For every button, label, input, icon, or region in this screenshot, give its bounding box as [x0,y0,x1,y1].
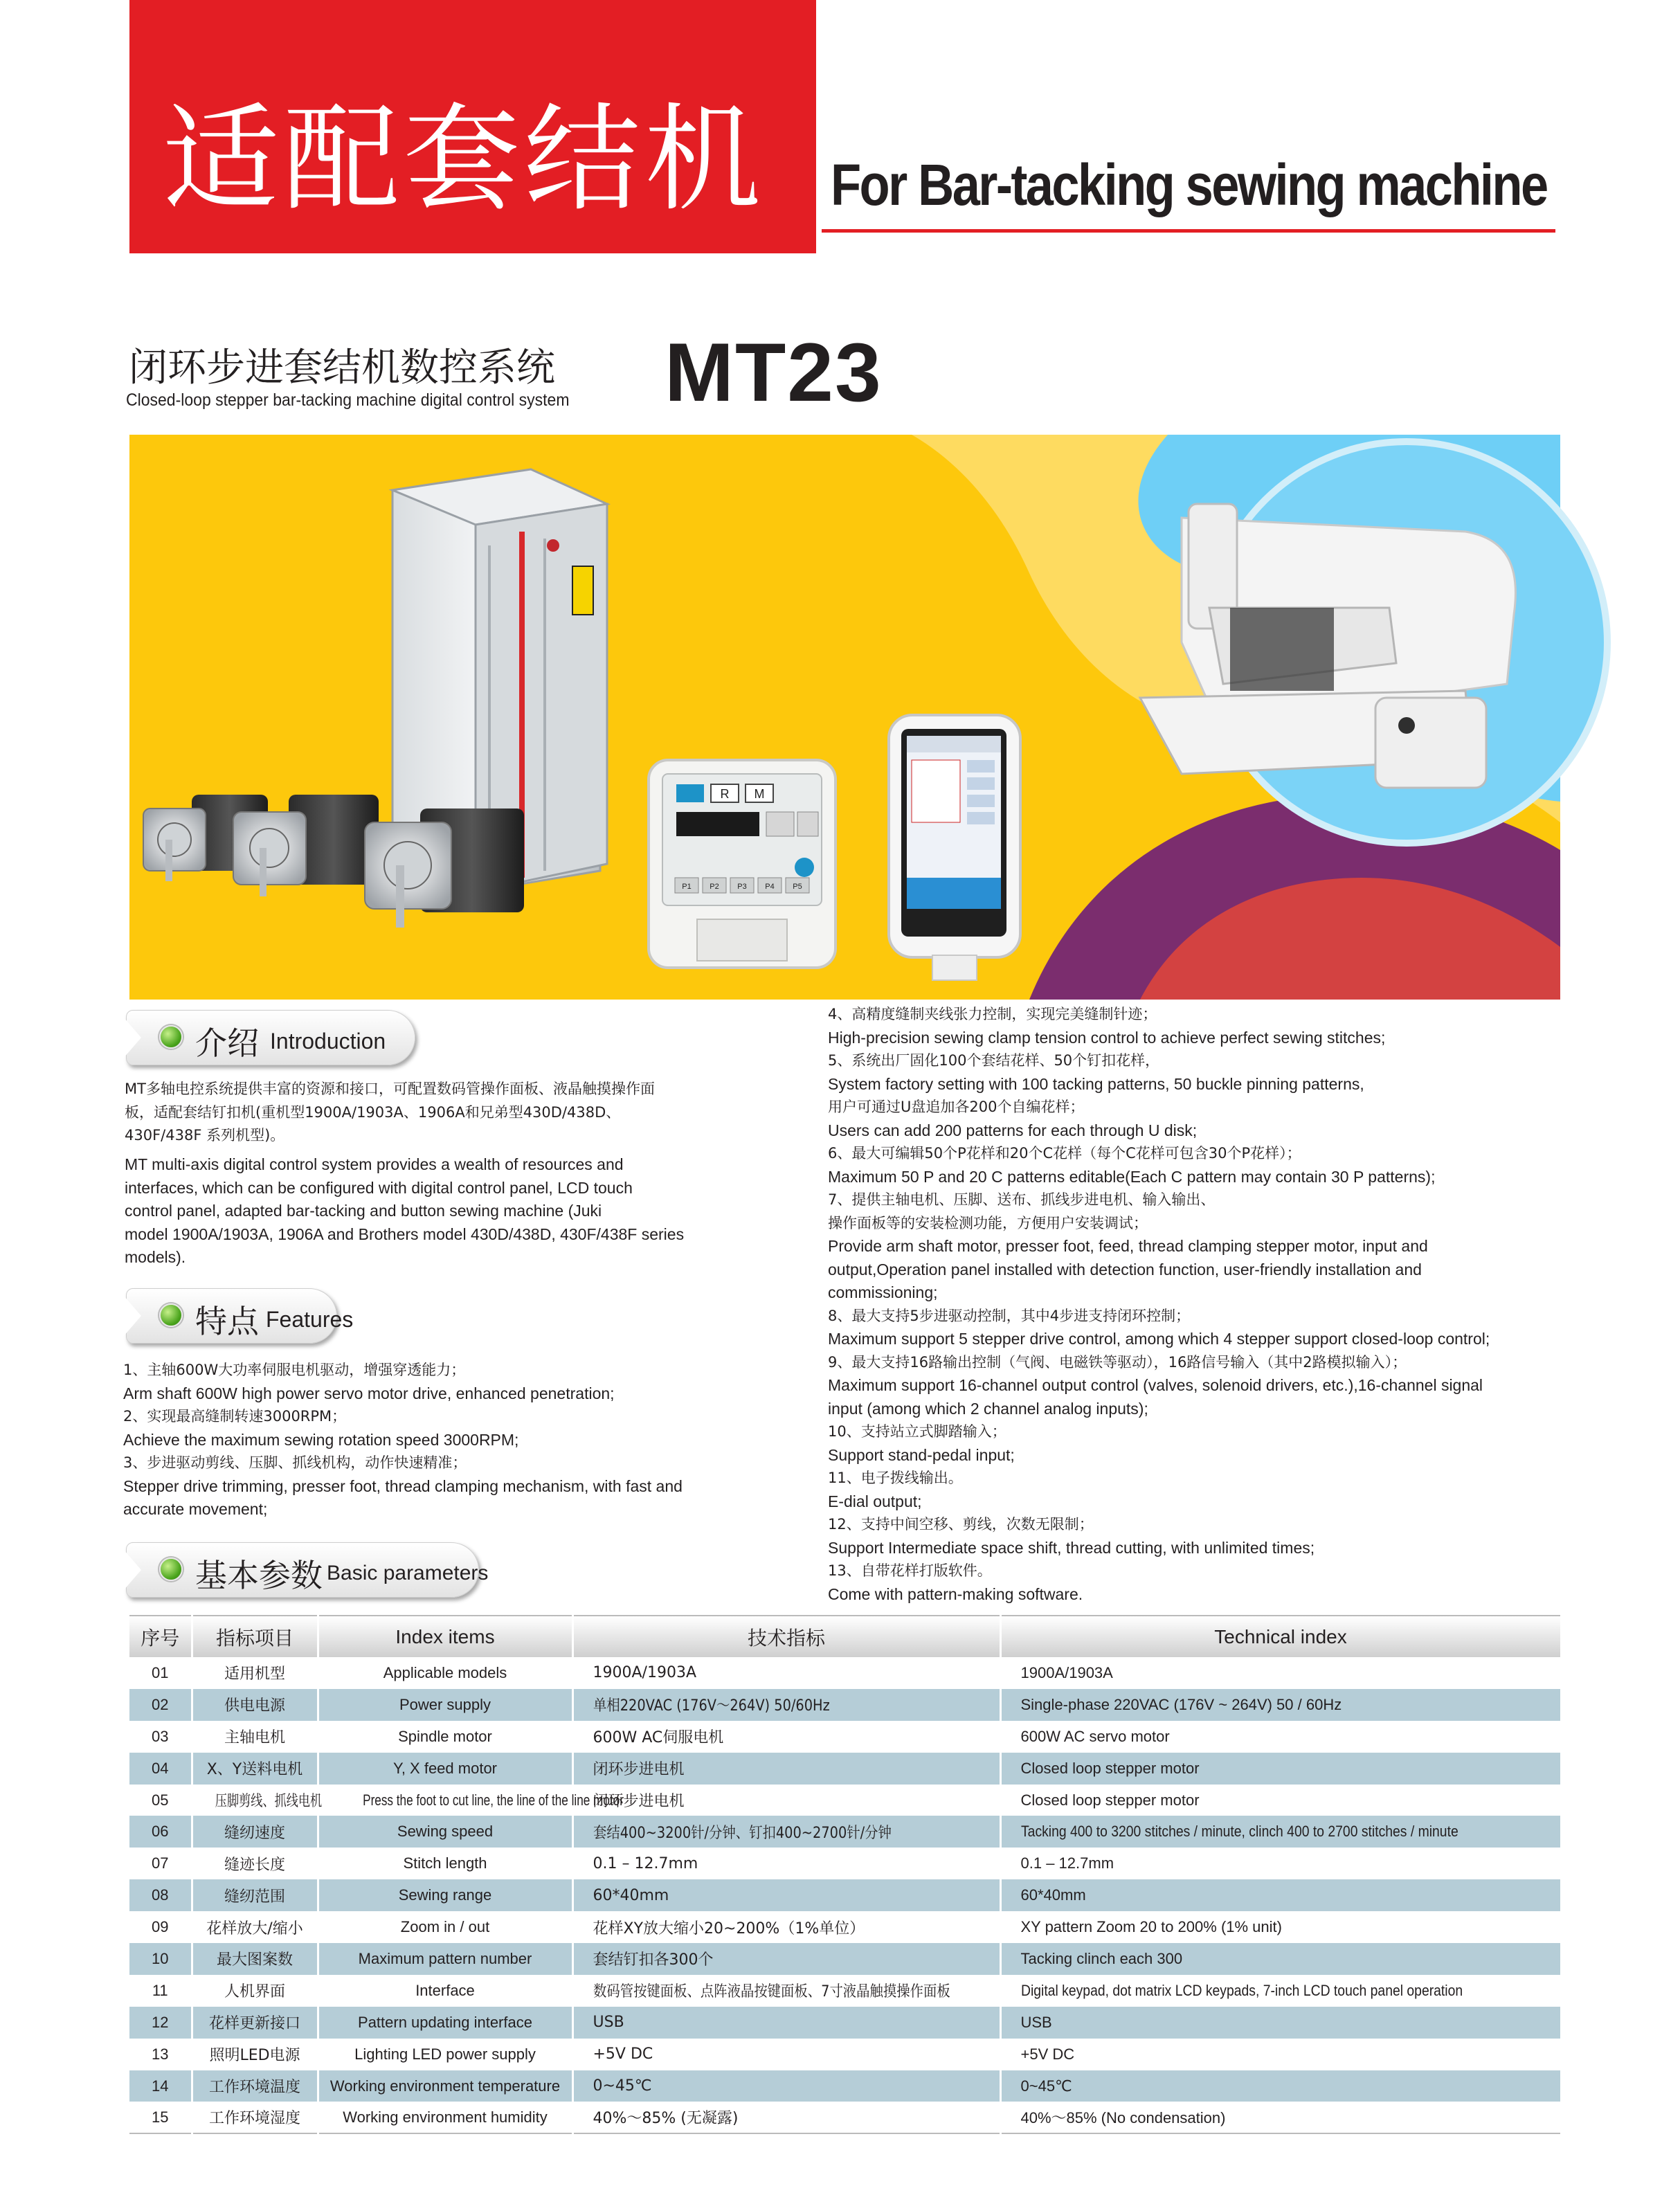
cell-text: 套结400~3200针/分钟、钉扣400~2700针/分钟 [593,1824,892,1842]
cell-text: 供电电源 [224,1697,285,1715]
intro-line: MT多轴电控系统提供丰富的资源和接口，可配置数码管操作面板、液晶触摸操作面 [125,1081,655,1097]
cell-text: Power supply [399,1695,491,1713]
panel-key-p3: P3 [737,883,747,891]
cell-spec-en [1000,2039,1561,2070]
cell-text: Maximum pattern number [358,1949,532,1967]
feature-line: Stepper drive trimming, presser foot, thread clamping mechanism, with fast and [123,1476,683,1495]
col-header-item-en: Index items [318,1616,572,1657]
cell-spec-en [1000,1721,1561,1753]
cell-item-cn [192,1753,318,1785]
cell-item-en [318,1816,572,1848]
cell-row-number [129,1879,192,1911]
lcd-touch-panel-illustration [889,715,1020,980]
cell-spec-cn [572,1975,1000,2007]
green-bullet-icon [159,1557,183,1581]
col-header-spec-en: Technical index [1000,1616,1561,1657]
cell-item-cn [192,2039,318,2070]
cell-text: 套结钉扣各300个 [593,1951,714,1969]
cell-row-number [129,2007,192,2039]
table-row [129,1785,1561,1816]
table-row [129,1879,1561,1911]
panel-key-p1: P1 [682,883,692,891]
title-underline [822,229,1555,233]
cell-item-cn [192,1943,318,1975]
cell-text: 工作环境湿度 [208,2110,300,2128]
cell-text: 0~45℃ [593,2077,652,2095]
feature-line: Provide arm shaft motor, presser foot, feed, thread clamping stepper motor, input and [828,1237,1428,1255]
page-title-en: For Bar-tacking sewing machine [831,152,1547,217]
cell-spec-en [1000,1785,1561,1816]
cell-text: 花样放大/缩小 [206,1920,303,1937]
intro-heading-en: Introduction [270,1029,386,1054]
model-number: MT23 [665,326,883,419]
cell-text: Interface [415,1981,475,1999]
cell-text: 05 [152,1791,169,1809]
cell-text: 600W AC servo motor [1020,1727,1170,1745]
cell-spec-cn [572,2070,1000,2102]
cell-spec-cn [572,1753,1000,1785]
cell-text: 14 [152,2077,169,2095]
product-banner [129,435,1560,1000]
cell-text: 花样更新接口 [208,2015,300,2033]
cell-row-number [129,2102,192,2133]
features-list-left [123,1358,788,1521]
cell-text: Closed loop stepper motor [1020,1791,1200,1809]
cell-spec-cn [572,1816,1000,1848]
cell-item-en [318,1753,572,1785]
cell-text: +5V DC [593,2045,653,2063]
cell-text: 10 [152,1949,169,1967]
cell-item-en [318,1785,624,1816]
feature-line: High-precision sewing clamp tension control to achieve perfect sewing stitches; [828,1028,1386,1047]
cell-text: 40%～85% (无凝露) [593,2110,739,2128]
feature-line: 11、电子拨线输出。 [828,1470,963,1486]
panel-key-p4: P4 [765,883,775,891]
features-header-notch [123,1295,141,1337]
intro-header-notch [123,1017,141,1058]
feature-line: commissioning; [828,1283,938,1301]
cell-text: 闭环步进电机 [593,1761,685,1779]
cell-text: 03 [152,1727,169,1745]
parameters-table [129,1615,1562,2134]
product-illustration [129,435,1560,1000]
cell-spec-cn [572,2007,1000,2039]
cell-spec-en [1000,1879,1561,1911]
cell-item-cn [192,1879,318,1911]
cell-text: 适用机型 [224,1665,285,1683]
cell-row-number [129,1721,192,1753]
table-row [129,2102,1561,2133]
feature-line: 4、高精度缝制夹线张力控制，实现完美缝制针迹； [828,1006,1157,1022]
cell-text: 照明LED电源 [209,2047,300,2065]
intro-line: MT multi-axis digital control system provides a wealth of resources and [125,1155,624,1173]
table-row [129,1753,1561,1785]
cell-item-en [318,1911,572,1943]
cell-spec-en [1000,2102,1561,2133]
panel-key-r: R [720,787,730,801]
cell-spec-en [1000,1975,1561,2007]
cell-text: 缝迹长度 [224,1856,285,1874]
cell-text: 02 [152,1695,169,1713]
cell-spec-cn [572,2102,1000,2133]
cell-spec-en [1000,1816,1561,1848]
cell-text: Digital keypad, dot matrix LCD keypads, 7-inch LCD touch panel operation [1020,1981,1463,1999]
cell-text: 0.1 – 12.7mm [1020,1854,1114,1872]
cell-text: Sewing speed [397,1823,494,1841]
cell-row-number [129,2070,192,2102]
intro-line: 430F/438F 系列机型)。 [125,1127,285,1144]
cell-item-en [318,1721,572,1753]
cell-text: 0~45℃ [1020,2077,1072,2095]
feature-line: 3、步进驱动剪线、压脚、抓线机构，动作快速精准； [123,1454,467,1471]
cell-text: 缝纫速度 [224,1824,285,1842]
cell-item-cn [192,2102,318,2133]
panel-key-m: M [754,787,765,801]
sewing-machine-illustration [1140,504,1515,788]
feature-line: 10、支持站立式脚踏输入； [828,1423,1006,1440]
feature-line: Maximum support 16-channel output control (valves, solenoid drivers, etc.),16-channel signal [828,1376,1483,1394]
cell-spec-en [1000,1657,1561,1689]
cell-text: Tacking clinch each 300 [1020,1949,1183,1967]
feature-line: Come with pattern-making software. [828,1584,1083,1603]
feature-line: accurate movement; [123,1500,268,1518]
intro-heading-cn: 介绍 [195,1024,259,1062]
feature-line: 8、最大支持5步进驱动控制，其中4步进支持闭环控制； [828,1307,1191,1324]
cell-text: 1900A/1903A [593,1664,696,1682]
page-title-cn: 适配套结机 [163,91,765,227]
cell-text: USB [593,2014,624,2032]
features-section-header [126,1288,417,1344]
cell-text: +5V DC [1020,2045,1075,2063]
cell-spec-cn [572,1943,1000,1975]
cell-item-en [318,1975,572,2007]
cell-text: 缝纫范围 [224,1888,285,1906]
cell-item-cn [192,1975,318,2007]
cell-text: Applicable models [383,1663,507,1681]
params-heading-cn: 基本参数 [195,1557,323,1594]
cell-item-cn [192,1816,318,1848]
cell-spec-en [1000,1943,1561,1975]
feature-line: input (among which 2 channel analog inputs); [828,1399,1148,1418]
cell-text: 12 [152,2013,169,2031]
subtitle-cn: 闭环步进套结机数控系统 [129,345,555,390]
cell-text: 04 [152,1759,169,1777]
cell-text: XY pattern Zoom 20 to 200% (1% unit) [1020,1918,1282,1936]
features-heading-cn: 特点 [195,1303,259,1340]
cell-item-en [318,1689,572,1721]
cell-spec-cn [572,2039,1000,2070]
cell-item-en [318,2039,572,2070]
cell-text: Single-phase 220VAC (176V ~ 264V) 50 / 60Hz [1020,1695,1342,1713]
feature-line: Maximum support 5 stepper drive control, among which 4 stepper support closed-loop control; [828,1330,1490,1348]
params-heading-en: Basic parameters [327,1562,489,1584]
table-row [129,1689,1561,1721]
cell-text: 工作环境温度 [208,2079,300,2097]
cell-spec-cn [572,1657,1000,1689]
col-header-spec-cn: 技术指标 [572,1616,1000,1657]
intro-line: model 1900A/1903A, 1906A and Brothers model 430D/438D, 430F/438F series [125,1225,685,1243]
cell-text: 闭环步进电机 [593,1793,685,1810]
cell-text: 11 [152,1981,168,1999]
cell-item-cn [192,1657,318,1689]
feature-line: 12、支持中间空移、剪线，次数无限制； [828,1516,1094,1533]
cell-text: Tacking 400 to 3200 stitches / minute, clinch 400 to 2700 stitches / minute [1020,1823,1458,1841]
cell-spec-en [1000,1848,1561,1879]
cell-text: X、Y送料电机 [206,1761,303,1779]
feature-line: Support stand-pedal input; [828,1445,1015,1464]
feature-line: Achieve the maximum sewing rotation speed 3000RPM; [123,1430,519,1449]
cell-text: 06 [152,1823,169,1841]
feature-line: 6、最大可编辑50个P花样和20个C花样（每个C花样可包含30个P花样）； [828,1145,1301,1162]
cell-item-cn [192,2007,318,2039]
feature-line: 2、实现最高缝制转速3000RPM； [123,1408,347,1425]
cell-item-en [318,2070,572,2102]
feature-line: output,Operation panel installed with detection function, user-friendly installation and [828,1260,1422,1279]
cell-spec-cn [572,1721,1000,1753]
feature-line: System factory setting with 100 tacking patterns, 50 buckle pinning patterns, [828,1074,1364,1093]
table-row [129,1721,1561,1753]
cell-text: 数码管按键面板、点阵液晶按键面板、7寸液晶触摸操作面板 [593,1983,950,2001]
digital-keypad-panel-illustration [649,760,836,968]
intro-section-header [126,1010,417,1065]
table-row [129,1848,1561,1879]
cell-text: Y, X feed motor [392,1759,497,1777]
cell-text: Zoom in / out [400,1918,490,1936]
feature-line: 13、自带花样打版软件。 [828,1562,992,1579]
title-red-block [129,0,816,253]
cell-text: Working environment temperature [329,2077,561,2095]
cell-text: 08 [152,1886,169,1904]
cell-text: 60*40mm [1020,1886,1086,1904]
cell-item-cn [192,1848,318,1879]
cell-text: Stitch length [403,1854,487,1872]
feature-line: Maximum 50 P and 20 C patterns editable(Each C pattern may contain 30 P patterns); [828,1167,1436,1186]
feature-line: 1、主轴600W大功率伺服电机驱动，增强穿透能力； [123,1362,466,1378]
panel-key-p2: P2 [710,883,719,891]
cell-spec-cn [572,1911,1000,1943]
cell-row-number [129,1816,192,1848]
table-row [129,1975,1561,2007]
cell-spec-cn [572,1879,1000,1911]
cell-text: Closed loop stepper motor [1020,1759,1200,1777]
feature-line: 9、最大支持16路输出控制（气阀、电磁铁等驱动），16路信号输入（其中2路模拟输入）； [828,1353,1407,1371]
cell-text: Spindle motor [398,1727,492,1745]
table-row [129,2070,1561,2102]
cell-spec-en [1000,1689,1561,1721]
params-section-header [126,1542,489,1598]
intro-line: 板，适配套结钉扣机(重机型1900A/1903A、1906A和兄弟型430D/438D、 [125,1103,621,1121]
table-row [129,1816,1561,1848]
cell-text: 最大图案数 [216,1951,293,1969]
subtitle-en: Closed-loop stepper bar-tacking machine digital control system [126,390,570,410]
cell-text: 花样XY放大缩小20~200%（1%单位） [593,1920,865,1937]
cell-text: 09 [152,1918,169,1936]
green-bullet-icon [159,1303,183,1327]
intro-text-en [125,1153,748,1269]
cell-item-en [318,1848,572,1879]
table-row [129,2007,1561,2039]
table-row [129,2039,1561,2070]
intro-text-cn [125,1077,748,1147]
cell-spec-en [1000,2070,1561,2102]
cell-text: USB [1020,2013,1052,2031]
feature-line: Users can add 200 patterns for each through U disk; [828,1121,1198,1139]
cell-item-cn [192,1785,322,1816]
intro-line: control panel, adapted bar-tacking and button sewing machine (Juki [125,1202,602,1220]
table-header-row [129,1616,1561,1657]
cell-spec-cn [572,1785,1000,1816]
cell-item-en [318,1657,572,1689]
cell-text: Sewing range [398,1886,492,1904]
cell-text: Press the foot to cut line, the line of the line motor [362,1791,624,1809]
cell-item-cn [192,1721,318,1753]
cell-spec-en [1000,1753,1561,1785]
cell-item-en [318,2102,572,2133]
feature-line: E-dial output; [828,1492,922,1510]
cell-text: 单相220VAC (176V～264V) 50/60Hz [593,1697,830,1715]
cell-text: 60*40mm [593,1886,669,1904]
cell-text: 15 [152,2108,169,2126]
feature-line: 用户可通过U盘追加各200个自编花样； [828,1099,1085,1115]
cell-item-cn [192,2070,318,2102]
cell-row-number [129,2039,192,2070]
feature-line: Arm shaft 600W high power servo motor drive, enhanced penetration; [123,1384,615,1402]
cell-row-number [129,1785,192,1816]
cell-row-number [129,1943,192,1975]
cell-spec-en [1000,2007,1561,2039]
cell-row-number [129,1911,192,1943]
cell-item-en [318,1879,572,1911]
cell-text: 0.1 – 12.7mm [593,1854,698,1872]
cell-text: Working environment humidity [343,2108,548,2126]
feature-line: Support Intermediate space shift, thread cutting, with unlimited times; [828,1538,1315,1557]
cell-text: 01 [152,1663,169,1681]
cell-row-number [129,1975,192,2007]
cell-row-number [129,1657,192,1689]
green-bullet-icon [159,1025,183,1049]
cell-item-en [318,1943,572,1975]
cell-text: 40%～85% (No condensation) [1020,2109,1226,2127]
cell-row-number [129,1689,192,1721]
panel-key-p5: P5 [793,883,802,891]
cell-text: 压脚剪线、抓线电机 [215,1793,322,1810]
cell-text: Lighting LED power supply [354,2045,536,2063]
feature-line: 7、提供主轴电机、压脚、送布、抓线步进电机、输入输出、 [828,1191,1216,1208]
cell-item-cn [192,1689,318,1721]
table-row [129,1657,1561,1689]
cell-row-number [129,1848,192,1879]
cell-spec-en [1000,1911,1561,1943]
cell-item-cn [192,1911,318,1943]
col-header-no: 序号 [129,1616,192,1657]
col-header-item-cn: 指标项目 [192,1616,318,1657]
cell-text: 1900A/1903A [1020,1663,1113,1681]
intro-line: models). [125,1248,186,1266]
table-row [129,1943,1561,1975]
cell-spec-cn [572,1689,1000,1721]
feature-line: 操作面板等的安装检测功能，方便用户安装调试； [828,1214,1148,1231]
cell-text: Pattern updating interface [358,2013,532,2031]
cell-spec-cn [572,1848,1000,1879]
cell-row-number [129,1753,192,1785]
feature-line: 5、系统出厂固化100个套结花样、50个钉扣花样， [828,1052,1160,1069]
params-header-notch [123,1549,141,1591]
cell-text: 人机界面 [224,1983,285,2001]
features-heading-en: Features [266,1307,354,1332]
cell-text: 600W AC伺服电机 [593,1729,724,1747]
cell-text: 主轴电机 [224,1729,285,1747]
cell-text: 07 [152,1854,169,1872]
cell-item-en [318,2007,572,2039]
cell-text: 13 [152,2045,169,2063]
intro-line: interfaces, which can be configured with digital control panel, LCD touch [125,1178,633,1197]
features-list-right [828,1002,1562,1605]
table-row [129,1911,1561,1943]
